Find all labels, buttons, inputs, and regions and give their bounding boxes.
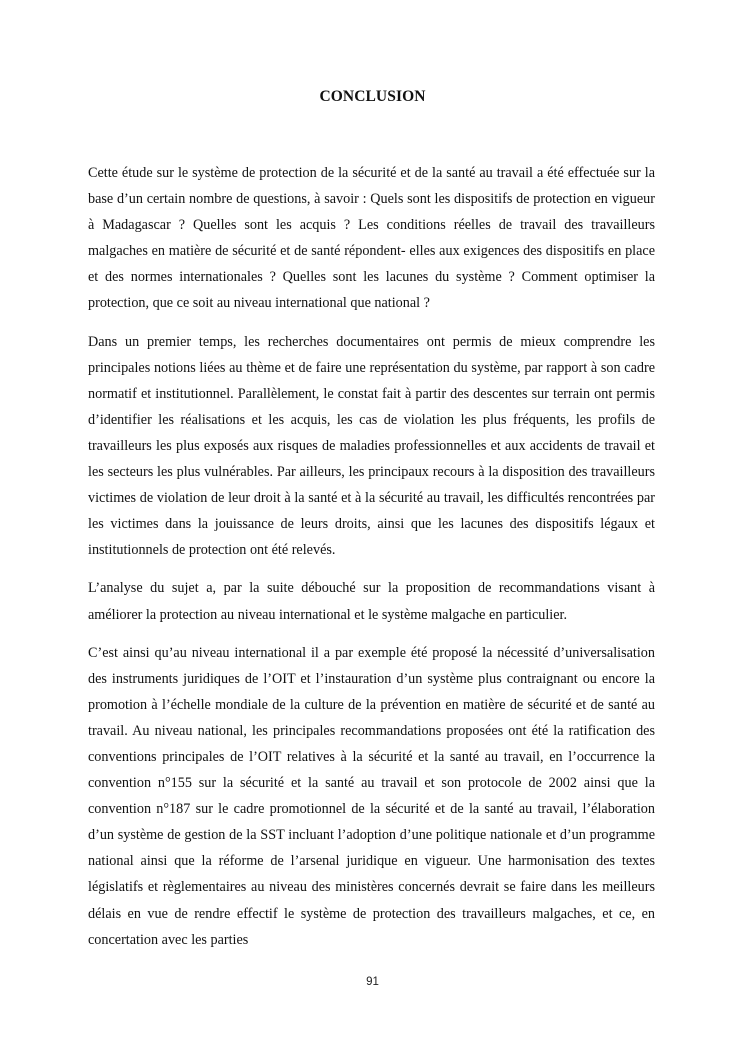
page-number: 91 xyxy=(366,976,379,988)
paragraph-4: C’est ainsi qu’au niveau international il a par exemple été proposé la nécessité d’universalisation des instruments juridiques de l’OIT et l’instauration d’un système plus contraignant ou encore la promotion à l’échelle mondiale de la culture de la prévention en matière de sécurité et de santé au travail. Au niveau national, les principales recommandations proposées ont été la ratification des conventions principales de l’OIT relatives à la sécurité et la santé au travail, en l’occurrence la convention n°155 sur la sécurité et la santé au travail et son protocole de 2002 ainsi que la convention n°187 sur le cadre promotionnel de la sécurité et de la santé au travail, l’élaboration d’un système de gestion de la SST incluant l’adoption d’une politique nationale et d’un programme national ainsi que la réforme de l’arsenal juridique en vigueur. Une harmonisation des textes législatifs et règlementaires au niveau des ministères concernés devrait se faire dans les meilleurs délais en vue de rendre effectif le système de protection des travailleurs malgaches, et ce, en concertation avec les parties xyxy=(88,644,655,948)
paragraph-3: L’analyse du sujet a, par la suite débouché sur la proposition de recommandations visant à améliorer la protection au niveau international et le système malgache en particulier. xyxy=(88,580,655,623)
body-text xyxy=(88,160,655,965)
page-title: CONCLUSION xyxy=(319,88,426,105)
paragraph-1: Cette étude sur le système de protection de la sécurité et de la santé au travail a été effectuée sur la base d’un certain nombre de questions, à savoir : Quels sont les dispositifs de protection en vigueur à Madagascar ? Quelles sont les acquis ? Les conditions réelles de travail des travailleurs malgaches en matière de sécurité et de santé répondent- elles aux exigences des dispositifs en place et des normes internationales ? Quelles sont les lacunes du système ? Comment optimiser la protection, que ce soit au niveau international que national ? xyxy=(88,165,655,312)
paragraph-2: Dans un premier temps, les recherches documentaires ont permis de mieux comprendre les principales notions liées au thème et de faire une représentation du système, par rapport à son cadre normatif et institutionnel. Parallèlement, le constat fait à partir des descentes sur terrain ont permis d’identifier les réalisations et les acquis, les cas de violation les plus fréquents, les profils de travailleurs les plus exposés aux risques de maladies professionnelles et aux accidents de travail et les secteurs les plus vulnérables. Par ailleurs, les principaux recours à la disposition des travailleurs victimes de violation de leur droit à la santé et à la sécurité au travail, les difficultés rencontrées par les victimes dans la jouissance de leurs droits, ainsi que les lacunes des dispositifs légaux et institutionnels de protection ont été relevés. xyxy=(88,333,655,559)
